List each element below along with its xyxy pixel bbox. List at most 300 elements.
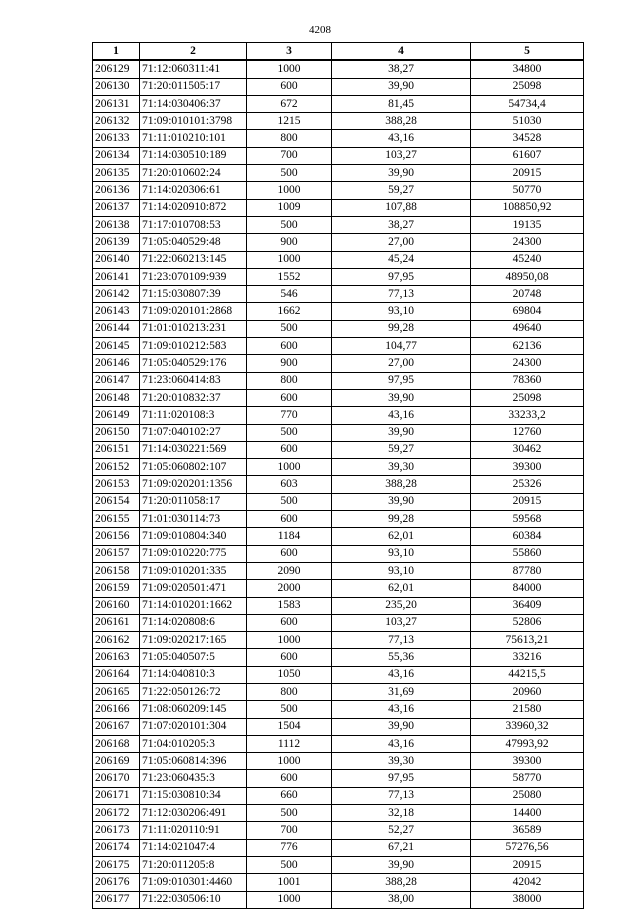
value-cell: 62136 [471,338,584,355]
row-id-cell: 206171 [93,787,140,804]
value-cell: 39300 [471,459,584,476]
table-row [93,476,584,493]
table-row [93,338,584,355]
value-cell: 25080 [471,787,584,804]
value-cell: 38000 [471,891,584,908]
row-id-cell: 206133 [93,130,140,147]
rate-cell: 67,21 [332,839,471,856]
table-row [93,787,584,804]
value-cell: 25098 [471,78,584,95]
value-cell: 33233,2 [471,407,584,424]
row-id-cell: 206136 [93,182,140,199]
cadastral-number-cell: 71:09:010220:775 [140,545,247,562]
value-cell: 21580 [471,701,584,718]
table-row [93,856,584,873]
table-row [93,424,584,441]
area-cell: 1552 [247,268,332,285]
row-id-cell: 206166 [93,701,140,718]
value-cell: 87780 [471,562,584,579]
cadastral-number-cell: 71:20:010602:24 [140,165,247,182]
row-id-cell: 206144 [93,320,140,337]
row-id-cell: 206161 [93,614,140,631]
table-row [93,60,584,78]
value-cell: 59568 [471,511,584,528]
value-cell: 52806 [471,614,584,631]
row-id-cell: 206167 [93,718,140,735]
value-cell: 19135 [471,216,584,233]
cadastral-number-cell: 71:23:060414:83 [140,372,247,389]
row-id-cell: 206142 [93,286,140,303]
area-cell: 1000 [247,753,332,770]
area-cell: 700 [247,822,332,839]
area-cell: 1009 [247,199,332,216]
row-id-cell: 206170 [93,770,140,787]
rate-cell: 77,13 [332,286,471,303]
value-cell: 14400 [471,805,584,822]
table-row [93,389,584,406]
value-cell: 58770 [471,770,584,787]
value-cell: 34528 [471,130,584,147]
cadastral-number-cell: 71:09:010212:583 [140,338,247,355]
table-row [93,511,584,528]
table-body [93,60,584,908]
cadastral-number-cell: 71:05:060814:396 [140,753,247,770]
area-cell: 600 [247,614,332,631]
rate-cell: 103,27 [332,147,471,164]
value-cell: 20915 [471,493,584,510]
table-row [93,528,584,545]
cadastral-number-cell: 71:14:040810:3 [140,666,247,683]
table-row [93,614,584,631]
value-cell: 55860 [471,545,584,562]
table-row [93,666,584,683]
row-id-cell: 206175 [93,856,140,873]
row-id-cell: 206152 [93,459,140,476]
row-id-cell: 206156 [93,528,140,545]
value-cell: 61607 [471,147,584,164]
rate-cell: 39,30 [332,753,471,770]
area-cell: 600 [247,389,332,406]
area-cell: 600 [247,545,332,562]
area-cell: 500 [247,856,332,873]
row-id-cell: 206155 [93,511,140,528]
table-row [93,78,584,95]
value-cell: 24300 [471,355,584,372]
value-cell: 50770 [471,182,584,199]
rate-cell: 39,90 [332,165,471,182]
table-row [93,130,584,147]
area-cell: 1662 [247,303,332,320]
row-id-cell: 206138 [93,216,140,233]
table-row [93,459,584,476]
column-header-2: 2 [140,43,247,61]
rate-cell: 38,00 [332,891,471,908]
table-row [93,182,584,199]
row-id-cell: 206158 [93,562,140,579]
cadastral-number-cell: 71:15:030810:34 [140,787,247,804]
row-id-cell: 206140 [93,251,140,268]
cadastral-number-cell: 71:05:040529:48 [140,234,247,251]
cadastral-number-cell: 71:05:040529:176 [140,355,247,372]
cadastral-number-cell: 71:22:060213:145 [140,251,247,268]
column-header-5: 5 [471,43,584,61]
rate-cell: 77,13 [332,632,471,649]
area-cell: 500 [247,320,332,337]
data-table [92,42,584,909]
value-cell: 20915 [471,856,584,873]
rate-cell: 43,16 [332,735,471,752]
rate-cell: 39,90 [332,856,471,873]
cadastral-number-cell: 71:09:010101:3798 [140,113,247,130]
row-id-cell: 206176 [93,874,140,891]
row-id-cell: 206164 [93,666,140,683]
rate-cell: 39,90 [332,424,471,441]
cadastral-number-cell: 71:09:020217:165 [140,632,247,649]
area-cell: 500 [247,424,332,441]
area-cell: 1112 [247,735,332,752]
table-row [93,234,584,251]
table-row [93,545,584,562]
rate-cell: 39,90 [332,718,471,735]
rate-cell: 38,27 [332,216,471,233]
cadastral-number-cell: 71:11:020108:3 [140,407,247,424]
rate-cell: 97,95 [332,770,471,787]
table-row [93,95,584,112]
value-cell: 39300 [471,753,584,770]
value-cell: 45240 [471,251,584,268]
rate-cell: 104,77 [332,338,471,355]
area-cell: 1001 [247,874,332,891]
table-row [93,441,584,458]
area-cell: 1000 [247,60,332,78]
area-cell: 600 [247,441,332,458]
value-cell: 108850,92 [471,199,584,216]
cadastral-number-cell: 71:20:010832:37 [140,389,247,406]
rate-cell: 43,16 [332,130,471,147]
value-cell: 34800 [471,60,584,78]
row-id-cell: 206135 [93,165,140,182]
area-cell: 1184 [247,528,332,545]
cadastral-number-cell: 71:23:060435:3 [140,770,247,787]
table-row [93,320,584,337]
rate-cell: 43,16 [332,701,471,718]
area-cell: 800 [247,372,332,389]
value-cell: 24300 [471,234,584,251]
cadastral-number-cell: 71:14:030406:37 [140,95,247,112]
cadastral-number-cell: 71:20:011058:17 [140,493,247,510]
area-cell: 900 [247,234,332,251]
row-id-cell: 206151 [93,441,140,458]
value-cell: 42042 [471,874,584,891]
area-cell: 500 [247,805,332,822]
row-id-cell: 206168 [93,735,140,752]
area-cell: 1050 [247,666,332,683]
value-cell: 36589 [471,822,584,839]
row-id-cell: 206132 [93,113,140,130]
row-id-cell: 206147 [93,372,140,389]
rate-cell: 38,27 [332,60,471,78]
column-header-4: 4 [332,43,471,61]
value-cell: 47993,92 [471,735,584,752]
rate-cell: 388,28 [332,476,471,493]
table-row [93,268,584,285]
area-cell: 700 [247,147,332,164]
cadastral-number-cell: 71:09:010804:340 [140,528,247,545]
area-cell: 1583 [247,597,332,614]
cadastral-number-cell: 71:14:020910:872 [140,199,247,216]
value-cell: 33216 [471,649,584,666]
area-cell: 1000 [247,632,332,649]
table-row [93,597,584,614]
value-cell: 60384 [471,528,584,545]
value-cell: 20960 [471,683,584,700]
cadastral-number-cell: 71:09:020201:1356 [140,476,247,493]
row-id-cell: 206173 [93,822,140,839]
cadastral-number-cell: 71:14:030221:569 [140,441,247,458]
value-cell: 44215,5 [471,666,584,683]
cadastral-number-cell: 71:08:060209:145 [140,701,247,718]
row-id-cell: 206143 [93,303,140,320]
row-id-cell: 206149 [93,407,140,424]
area-cell: 800 [247,683,332,700]
area-cell: 660 [247,787,332,804]
rate-cell: 93,10 [332,545,471,562]
value-cell: 69804 [471,303,584,320]
value-cell: 20915 [471,165,584,182]
area-cell: 672 [247,95,332,112]
cadastral-number-cell: 71:22:050126:72 [140,683,247,700]
cadastral-number-cell: 71:14:020808:6 [140,614,247,631]
area-cell: 1000 [247,459,332,476]
table-row [93,251,584,268]
area-cell: 2090 [247,562,332,579]
area-cell: 1000 [247,251,332,268]
rate-cell: 31,69 [332,683,471,700]
rate-cell: 235,20 [332,597,471,614]
table-row [93,147,584,164]
rate-cell: 59,27 [332,182,471,199]
rate-cell: 107,88 [332,199,471,216]
area-cell: 1504 [247,718,332,735]
row-id-cell: 206150 [93,424,140,441]
value-cell: 51030 [471,113,584,130]
row-id-cell: 206148 [93,389,140,406]
cadastral-number-cell: 71:04:010205:3 [140,735,247,752]
rate-cell: 43,16 [332,407,471,424]
cadastral-number-cell: 71:14:030510:189 [140,147,247,164]
rate-cell: 32,18 [332,805,471,822]
table-row [93,355,584,372]
table-row [93,718,584,735]
row-id-cell: 206131 [93,95,140,112]
cadastral-number-cell: 71:01:010213:231 [140,320,247,337]
value-cell: 84000 [471,580,584,597]
value-cell: 30462 [471,441,584,458]
table-row [93,822,584,839]
area-cell: 600 [247,649,332,666]
cadastral-number-cell: 71:20:011205:8 [140,856,247,873]
rate-cell: 99,28 [332,320,471,337]
table-row [93,839,584,856]
area-cell: 800 [247,130,332,147]
row-id-cell: 206157 [93,545,140,562]
rate-cell: 39,90 [332,493,471,510]
table-row [93,562,584,579]
cadastral-number-cell: 71:07:020101:304 [140,718,247,735]
table-row [93,649,584,666]
row-id-cell: 206139 [93,234,140,251]
row-id-cell: 206134 [93,147,140,164]
rate-cell: 93,10 [332,562,471,579]
cadastral-number-cell: 71:09:020101:2868 [140,303,247,320]
cadastral-number-cell: 71:11:020110:91 [140,822,247,839]
table-row [93,199,584,216]
cadastral-number-cell: 71:11:010210:101 [140,130,247,147]
area-cell: 546 [247,286,332,303]
value-cell: 36409 [471,597,584,614]
row-id-cell: 206141 [93,268,140,285]
area-cell: 1215 [247,113,332,130]
rate-cell: 59,27 [332,441,471,458]
row-id-cell: 206137 [93,199,140,216]
column-header-1: 1 [93,43,140,61]
row-id-cell: 206165 [93,683,140,700]
rate-cell: 81,45 [332,95,471,112]
cadastral-number-cell: 71:15:030807:39 [140,286,247,303]
cadastral-number-cell: 71:23:070109:939 [140,268,247,285]
rate-cell: 103,27 [332,614,471,631]
cadastral-number-cell: 71:07:040102:27 [140,424,247,441]
table-row [93,372,584,389]
area-cell: 500 [247,165,332,182]
area-cell: 770 [247,407,332,424]
value-cell: 33960,32 [471,718,584,735]
area-cell: 603 [247,476,332,493]
table-row [93,493,584,510]
rate-cell: 39,90 [332,389,471,406]
row-id-cell: 206146 [93,355,140,372]
table-row [93,770,584,787]
cadastral-number-cell: 71:12:030206:491 [140,805,247,822]
row-id-cell: 206154 [93,493,140,510]
cadastral-number-cell: 71:09:010301:4460 [140,874,247,891]
row-id-cell: 206169 [93,753,140,770]
value-cell: 25098 [471,389,584,406]
rate-cell: 27,00 [332,355,471,372]
rate-cell: 97,95 [332,268,471,285]
rate-cell: 39,30 [332,459,471,476]
value-cell: 48950,08 [471,268,584,285]
cadastral-number-cell: 71:17:010708:53 [140,216,247,233]
cadastral-number-cell: 71:14:010201:1662 [140,597,247,614]
area-cell: 500 [247,493,332,510]
table-header-row [93,43,584,61]
column-header-3: 3 [247,43,332,61]
table-row [93,113,584,130]
value-cell: 78360 [471,372,584,389]
row-id-cell: 206159 [93,580,140,597]
table-row [93,216,584,233]
value-cell: 75613,21 [471,632,584,649]
value-cell: 54734,4 [471,95,584,112]
area-cell: 500 [247,216,332,233]
table-row [93,874,584,891]
row-id-cell: 206145 [93,338,140,355]
cadastral-number-cell: 71:09:010201:335 [140,562,247,579]
row-id-cell: 206163 [93,649,140,666]
row-id-cell: 206172 [93,805,140,822]
page-number: 4208 [309,24,331,36]
table-row [93,632,584,649]
cadastral-number-cell: 71:01:030114:73 [140,511,247,528]
row-id-cell: 206130 [93,78,140,95]
value-cell: 20748 [471,286,584,303]
rate-cell: 52,27 [332,822,471,839]
value-cell: 25326 [471,476,584,493]
area-cell: 776 [247,839,332,856]
rate-cell: 77,13 [332,787,471,804]
value-cell: 49640 [471,320,584,337]
value-cell: 57276,56 [471,839,584,856]
table-row [93,286,584,303]
cadastral-number-cell: 71:22:030506:10 [140,891,247,908]
table-row [93,735,584,752]
table-row [93,805,584,822]
area-cell: 600 [247,78,332,95]
cadastral-number-cell: 71:05:040507:5 [140,649,247,666]
rate-cell: 45,24 [332,251,471,268]
cadastral-number-cell: 71:05:060802:107 [140,459,247,476]
table-row [93,580,584,597]
cadastral-number-cell: 71:20:011505:17 [140,78,247,95]
table-row [93,753,584,770]
row-id-cell: 206160 [93,597,140,614]
rate-cell: 62,01 [332,580,471,597]
table-row [93,165,584,182]
cadastral-number-cell: 71:14:020306:61 [140,182,247,199]
table-row [93,701,584,718]
rate-cell: 388,28 [332,874,471,891]
area-cell: 1000 [247,182,332,199]
area-cell: 1000 [247,891,332,908]
table-row [93,683,584,700]
row-id-cell: 206174 [93,839,140,856]
area-cell: 2000 [247,580,332,597]
rate-cell: 99,28 [332,511,471,528]
area-cell: 600 [247,338,332,355]
table-row [93,407,584,424]
rate-cell: 27,00 [332,234,471,251]
rate-cell: 55,36 [332,649,471,666]
cadastral-number-cell: 71:09:020501:471 [140,580,247,597]
area-cell: 600 [247,770,332,787]
rate-cell: 97,95 [332,372,471,389]
cadastral-number-cell: 71:12:060311:41 [140,60,247,78]
rate-cell: 93,10 [332,303,471,320]
rate-cell: 43,16 [332,666,471,683]
rate-cell: 388,28 [332,113,471,130]
row-id-cell: 206162 [93,632,140,649]
table-row [93,303,584,320]
table-row [93,891,584,908]
area-cell: 500 [247,701,332,718]
row-id-cell: 206129 [93,60,140,78]
cadastral-number-cell: 71:14:021047:4 [140,839,247,856]
row-id-cell: 206153 [93,476,140,493]
row-id-cell: 206177 [93,891,140,908]
rate-cell: 39,90 [332,78,471,95]
rate-cell: 62,01 [332,528,471,545]
